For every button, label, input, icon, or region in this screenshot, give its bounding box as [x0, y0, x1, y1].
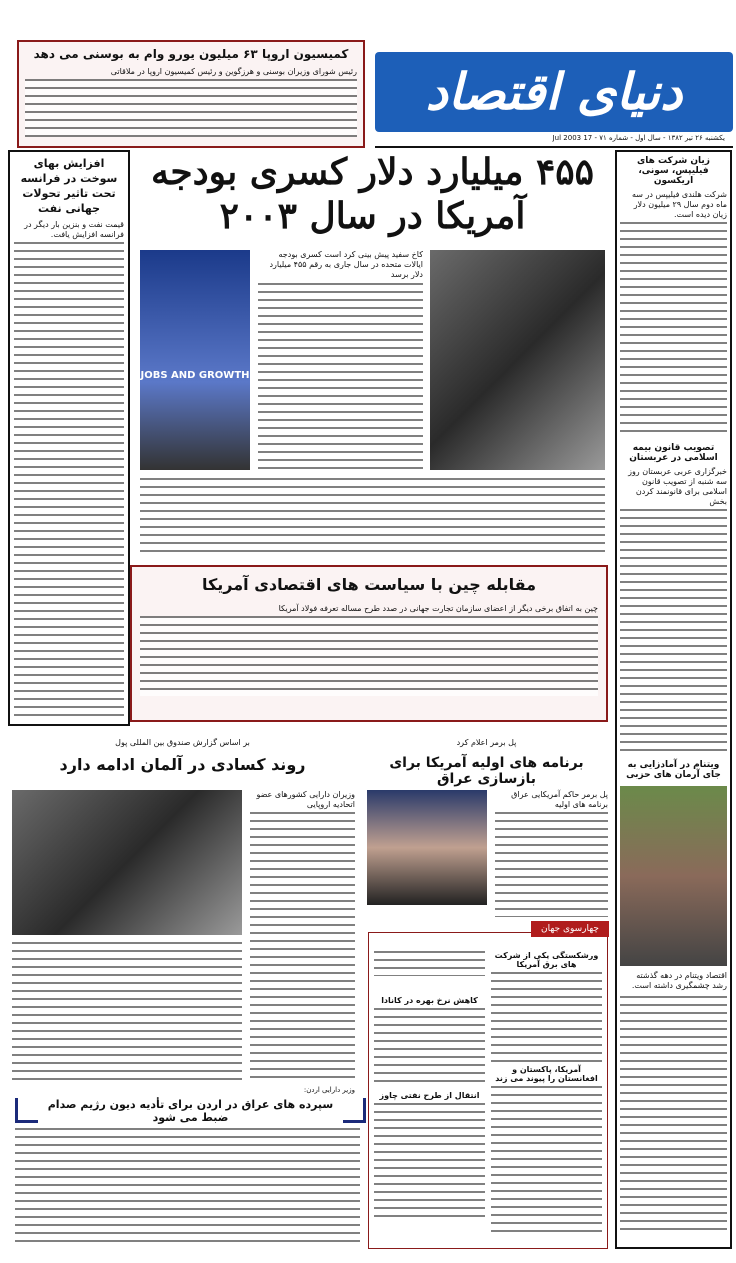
iraq-headline[interactable]: برنامه های اولیه آمریکا برای بازسازی عراق [389, 755, 584, 787]
masthead-rule [375, 146, 733, 148]
main-headline[interactable]: ۴۵۵ میلیارد دلار کسری بودجه آمریکا در سال ۲۰۰۳ [151, 151, 594, 237]
top-story-box [17, 40, 365, 148]
right-lead-2: خبرگزاری عربی عربستان روز سه شنبه از تصویب قانون اسلامی برای قانونمند کردن بخش [617, 467, 730, 507]
bottom-headline[interactable]: سپرده های عراق در اردن برای تأدیه دیون رژیم صدام ضبط می شود [38, 1098, 343, 1124]
world-item-headline[interactable]: کاهش نرخ بهره در کانادا [381, 996, 478, 1005]
right-headline-3[interactable]: ویتنام در آمادزایی به جای آرمان های حزبی [626, 760, 721, 780]
top-story-headline[interactable]: کمیسیون اروپا ۶۳ میلیون یورو وام به بوسنی می دهد [33, 47, 349, 61]
germany-lead: وزیران دارایی کشورهای عضو اتحادیه اروپایی [250, 790, 355, 810]
bottom-headline-frame [15, 1098, 366, 1123]
masthead-logo [375, 52, 733, 132]
bush-photo [140, 250, 250, 470]
bottom-kicker: وزیر دارایی اردن: [303, 1086, 355, 1094]
right-headline-1[interactable]: زیان شرکت های فیلیپس، سونی، اریکسون [637, 156, 710, 186]
right-body-3 [620, 996, 727, 1236]
main-lead: کاخ سفید پیش بینی کرد است کسری بودجه ایالات متحده در سال جاری به رقم ۴۵۵ میلیارد دلار برسد [258, 250, 423, 280]
world-item-body [374, 1103, 485, 1223]
china-box [130, 565, 608, 722]
bottom-body [15, 1128, 360, 1248]
greenspan-photo [430, 250, 605, 470]
iraq-body [495, 812, 608, 917]
dateline: یکشنبه ۲۶ تیر ۱۳۸۲ - سال اول - شماره ۷۱ - 17 Jul 2003 [552, 134, 725, 142]
top-story-body [25, 79, 357, 137]
world-item-body [491, 1086, 602, 1236]
logo-text: دنیای اقتصاد [425, 62, 683, 121]
left-column-lead: قیمت نفت و بنزین بار دیگر در فرانسه افزایش یافت. [10, 220, 128, 240]
world-item-body [374, 951, 485, 976]
right-body-1 [620, 222, 727, 437]
world-box-label: چهارسوی جهان [531, 921, 609, 937]
eu-ministers-photo [12, 790, 242, 935]
germany-headline[interactable]: روند کسادی در آلمان ادامه دارد [59, 755, 306, 774]
right-headline-2[interactable]: تصویب قانون بیمه اسلامی در عربستان [629, 443, 718, 463]
germany-kicker: بر اساس گزارش صندوق بین المللی پول [115, 738, 250, 747]
right-body-2 [620, 509, 727, 754]
china-headline[interactable]: مقابله چین با سیاست های اقتصادی آمریکا [201, 575, 537, 594]
china-lead: چین به اتفاق برخی دیگر از اعضای سازمان تجارت جهانی در صدد طرح مساله تعرفه فولاد آمریکا [278, 604, 598, 613]
right-lead-1: شرکت هلندی فیلیپس در سه ماه دوم سال ۲۹ میلیون دلار زیان دیده است. [617, 190, 730, 220]
germany-body-2 [12, 942, 242, 1082]
main-story-column [258, 250, 423, 470]
photo-caption: JOBS AND GROWTH [140, 370, 250, 381]
left-column-body [14, 242, 124, 722]
left-column-headline[interactable]: افزایش بهای سوخت در فرانسه تحت تاثیر تحولات جهانی نفت [20, 157, 118, 215]
iraq-lead: پل برمر حاکم آمریکایی عراق برنامه های اولیه [495, 790, 608, 810]
right-lead-3: اقتصاد ویتنام در دهه گذشته رشد چشمگیری داشته است. [617, 968, 730, 994]
iraq-kicker: پل برمر اعلام کرد [456, 738, 517, 747]
world-item-body [374, 1008, 485, 1088]
world-item-headline[interactable]: انتقال از طرح نفتی چاوز [379, 1091, 480, 1100]
main-body [258, 283, 423, 470]
world-item-headline[interactable]: ورشکستگی یکی از شرکت های برق آمریکا [494, 951, 599, 969]
world-item-headline[interactable]: آمریکا، پاکستان و افغانستان را پیوند می زند [495, 1065, 598, 1083]
top-story-lead: رئیس شورای وزیران بوسنی و هرزگوین و رئیس کمیسیون اروپا در ملاقاتی [110, 67, 357, 76]
left-column [8, 150, 130, 726]
germany-body [250, 812, 355, 1082]
right-column [615, 150, 732, 1249]
main-body-continued [140, 478, 605, 558]
bremer-photo [367, 790, 487, 905]
world-box [368, 924, 608, 1249]
china-body [140, 616, 598, 696]
vietnam-photo [620, 786, 727, 966]
world-item-body [491, 972, 602, 1062]
